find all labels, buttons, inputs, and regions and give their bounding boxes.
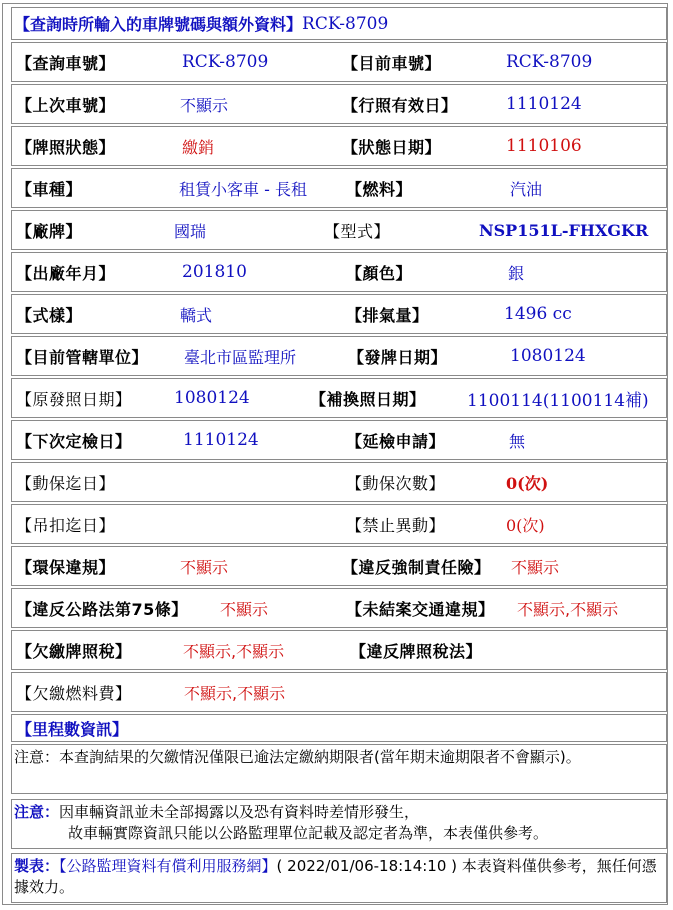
value-plate-issue-date: 1080124 [510,346,586,366]
value-brand: 國瑞 [174,221,207,241]
info-row [11,504,667,544]
note-report-source [14,856,664,898]
label-status-date: 【狀態日期】 [342,137,442,157]
report-title [14,8,388,39]
value-highway-act-violation: 不顯示 [220,599,269,619]
note-data-label: 注意： [14,803,60,821]
value-previous-plate: 不顯示 [180,95,229,115]
info-row [11,210,667,250]
value-vehicle-type: 租賃小客車 - 長租 [179,179,307,199]
label-jurisdiction: 【目前管轄單位】 [16,347,149,367]
value-current-plate: RCK-8709 [506,52,593,72]
info-row [11,126,667,166]
value-fuel: 汽油 [510,179,543,199]
label-chattel-lien-end: 【動保迄日】 [16,473,116,493]
value-next-inspection-date: 1110124 [183,430,259,450]
label-current-plate: 【目前車號】 [342,53,442,73]
info-row [11,672,667,712]
mileage-section-title: 【里程數資訊】 [16,719,129,739]
label-transfer-ban: 【禁止異動】 [346,515,446,535]
note-data-line2: 故車輛實際資訊只能以公路監理單位記載及認定者為準，本表僅供參考。 [68,824,549,842]
value-jurisdiction: 臺北市區監理所 [184,347,297,367]
mileage-row [11,714,667,742]
value-status-date: 1110106 [506,136,582,156]
source-service-name: 【公路監理資料有償利用服務網】 [59,857,277,875]
value-insurance-violation: 不顯示 [511,557,560,577]
info-row [11,252,667,292]
label-reissue-date: 【補換照日期】 [310,389,426,409]
info-row [11,630,667,670]
info-row [11,294,667,334]
info-row [11,546,667,586]
label-unpaid-license-tax: 【欠繳牌照稅】 [16,641,132,661]
value-transfer-ban: 0(次) [506,515,545,535]
value-unpaid-license-tax: 不顯示,不顯示 [183,641,285,661]
note-overdue-disclaimer: 注意：本查詢結果的欠繳情況僅限已逾法定繳納期限者(當年期末逾期限者不會顯示)。 [14,748,581,766]
value-color: 銀 [508,263,525,283]
info-row [11,84,667,124]
label-fuel: 【燃料】 [346,179,413,199]
value-body-style: 轎式 [180,305,213,325]
title-row [11,7,667,40]
value-license-valid-date: 1110124 [506,94,582,114]
value-chattel-lien-count: 0(次) [506,473,549,493]
value-query-plate: RCK-8709 [182,52,269,72]
label-plate-issue-date: 【發牌日期】 [348,347,448,367]
info-row [11,42,667,82]
label-open-traffic-violations: 【未結案交通違規】 [346,599,495,619]
value-model: NSP151L-FHXGKR [479,220,649,240]
value-environmental-violation: 不顯示 [180,557,229,577]
value-displacement: 1496 cc [504,304,572,324]
value-reissue-date: 1100114(1100114補) [467,390,649,411]
report-title-plate: RCK-8709 [302,13,389,34]
label-license-tax-violation: 【違反牌照稅法】 [350,641,483,661]
info-row [11,168,667,208]
label-next-inspection-date: 【下次定檢日】 [16,431,132,451]
info-row [11,462,667,502]
label-previous-plate: 【上次車號】 [16,95,116,115]
label-chattel-lien-count: 【動保次數】 [346,473,446,493]
label-manufacture-date: 【出廠年月】 [16,263,116,283]
note-row [11,744,667,794]
info-row [11,378,667,418]
label-insurance-violation: 【違反強制責任險】 [342,557,491,577]
label-highway-act-violation: 【違反公路法第75條】 [16,599,188,619]
label-environmental-violation: 【環保違規】 [16,557,116,577]
label-color: 【顏色】 [346,263,413,283]
note-data-disclaimer [14,802,664,844]
label-brand: 【廠牌】 [16,221,83,241]
value-inspection-extension: 無 [509,431,526,451]
note-source-rest: ( 2022/01/06-18:14:10 ) 本表資料僅供參考，無任何憑據效力。 [14,857,657,896]
info-row [11,336,667,376]
label-query-plate: 【查詢車號】 [16,53,116,73]
value-original-license-date: 1080124 [174,388,250,408]
value-open-traffic-violations: 不顯示,不顯示 [517,599,619,619]
report-title-label: 【查詢時所輸入的車牌號碼與額外資料】 [14,15,303,34]
note-source-label: 製表： [14,857,60,875]
note-row [11,799,667,849]
label-original-license-date: 【原發照日期】 [16,389,132,409]
value-manufacture-date: 201810 [182,262,247,282]
label-model: 【型式】 [324,221,391,241]
value-unpaid-fuel-fee: 不顯示,不顯示 [184,683,286,703]
report-frame [2,3,668,905]
label-suspension-end: 【吊扣迄日】 [16,515,116,535]
label-inspection-extension: 【延檢申請】 [346,431,446,451]
label-unpaid-fuel-fee: 【欠繳燃料費】 [16,683,132,703]
note-row [11,853,667,903]
label-vehicle-type: 【車種】 [16,179,83,199]
info-row [11,588,667,628]
note-data-line1: 因車輛資訊並未全部揭露以及恐有資料時差情形發生， [59,803,420,821]
value-plate-status: 繳銷 [182,137,215,157]
info-row [11,420,667,460]
label-displacement: 【排氣量】 [346,305,429,325]
label-plate-status: 【牌照狀態】 [16,137,116,157]
label-body-style: 【式樣】 [16,305,83,325]
label-license-valid-date: 【行照有效日】 [342,95,458,115]
